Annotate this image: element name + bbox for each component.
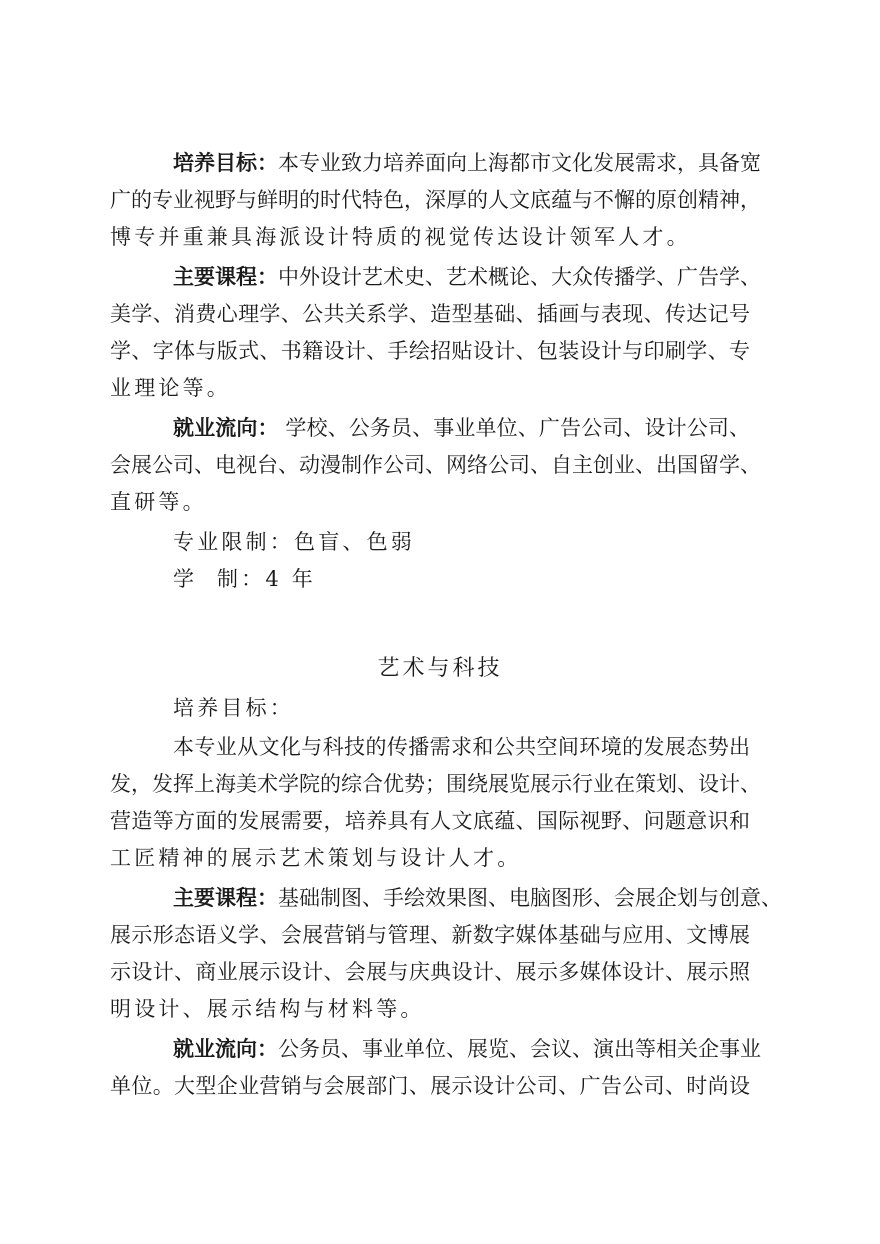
s2-courses-line-2: 展示形态语义学、会展营销与管理、新数字媒体基础与应用、文博展 xyxy=(110,923,750,947)
s2-career-line-1: 就业流向：公务员、事业单位、展览、会议、演出等相关企事业 xyxy=(173,1036,761,1061)
s1-goal-label: 培养目标： xyxy=(173,150,278,175)
s1-courses-label: 主要课程： xyxy=(173,264,278,289)
s2-goal-line-1: 本专业从文化与科技的传播需求和公共空间环境的发展态势出 xyxy=(173,735,750,759)
s1-career-label: 就业流向： xyxy=(173,415,279,440)
s2-career-line-2: 单位。大型企业营销与会展部门、展示设计公司、广告公司、时尚设 xyxy=(110,1074,750,1098)
s1-courses-line-1: 主要课程：中外设计艺术史、艺术概论、大众传播学、广告学、 xyxy=(173,264,761,289)
s2-courses-line-1: 主要课程：基础制图、手绘效果图、电脑图形、会展企划与创意、 xyxy=(173,885,782,910)
s1-restriction-label: 专业限制： xyxy=(173,530,294,554)
s1-restriction xyxy=(173,527,750,557)
s1-goal-line-1: 培养目标：本专业致力培养面向上海都市文化发展需求，具备宽 xyxy=(173,150,761,175)
s2-courses-label: 主要课程： xyxy=(173,885,278,910)
s2-career-label: 就业流向： xyxy=(173,1036,278,1061)
s2-goal-line-3: 营造等方面的发展需要，培养具有人文底蕴、国际视野、问题意识和 xyxy=(110,809,750,833)
s1-courses-line-4: 业理论等。 xyxy=(110,376,231,400)
s2-courses-line-3: 示设计、商业展示设计、会展与庆典设计、展示多媒体设计、展示照 xyxy=(110,960,750,984)
s1-duration xyxy=(173,564,750,594)
s1-duration-value: 4 年 xyxy=(265,567,316,591)
s1-goal-line-3: 博专并重兼具海派设计特质的视觉传达设计领军人才。 xyxy=(110,225,691,249)
s1-career-line-3: 直研等。 xyxy=(110,490,207,514)
s2-goal-label: 培养目标： xyxy=(173,696,294,720)
s1-duration-label: 学 制： xyxy=(173,567,266,591)
s1-restriction-value: 色盲、色弱 xyxy=(294,530,415,554)
s2-goal-line-2: 发，发挥上海美术学院的综合优势；围绕展览展示行业在策划、设计、 xyxy=(110,772,761,796)
s1-goal-line-2: 广的专业视野与鲜明的时代特色，深厚的人文底蕴与不懈的原创精神， xyxy=(110,188,761,212)
s2-goal-line-4: 工匠精神的展示艺术策划与设计人才。 xyxy=(110,846,522,870)
s1-career-line-1: 就业流向： 学校、公务员、事业单位、广告公司、设计公司、 xyxy=(173,415,750,440)
s2-courses-line-4: 明设计、展示结构与材料等。 xyxy=(110,997,425,1021)
s1-courses-line-3: 学、字体与版式、书籍设计、手绘招贴设计、包装设计与印刷学、专 xyxy=(110,339,750,363)
s1-courses-line-2: 美学、消费心理学、公共关系学、造型基础、插画与表现、传达记号 xyxy=(110,302,750,326)
s1-career-line-2: 会展公司、电视台、动漫制作公司、网络公司、自主创业、出国留学、 xyxy=(110,453,761,477)
section-title: 艺术与科技 xyxy=(377,656,503,681)
